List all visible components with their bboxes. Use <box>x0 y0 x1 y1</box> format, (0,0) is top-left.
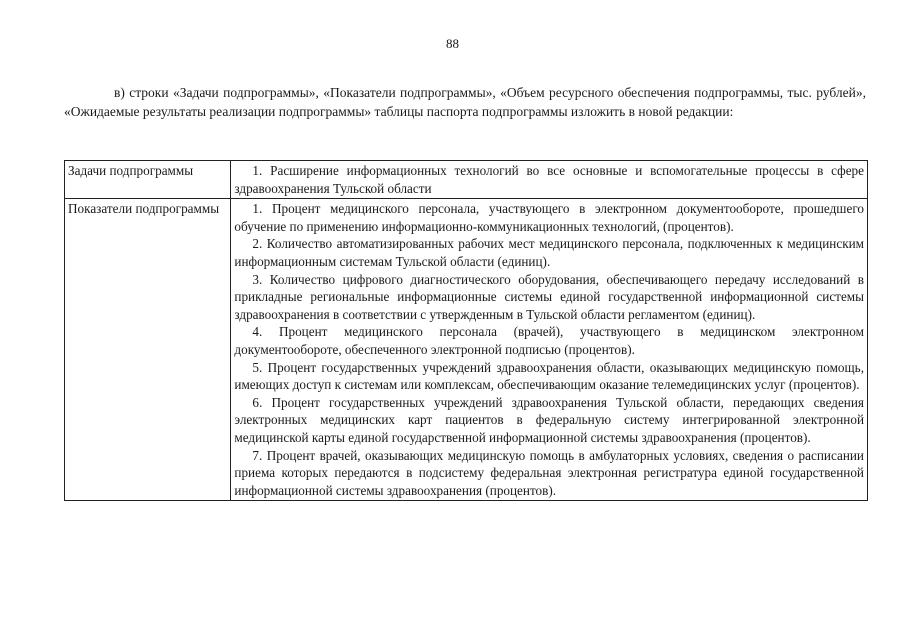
indicator-item-7: 7. Процент врачей, оказывающих медицинскую помощь в амбулаторных условиях, сведения о расписании приема которых передаются в подсистему федеральная электронная регистратура единой государственной информационной системы здравоохранения (процентов). <box>234 447 864 498</box>
passport-table <box>64 160 868 501</box>
row-label-indicators: Показатели подпрограммы <box>65 199 231 501</box>
row-content-indicators <box>231 199 868 501</box>
row-content-tasks <box>231 161 868 199</box>
indicator-item-2: 2. Количество автоматизированных рабочих мест медицинского персонала, подключенных к медицинским информационным системам Тульской области (единиц). <box>234 236 864 269</box>
indicator-item-5: 5. Процент государственных учреждений здравоохранения области, оказывающих медицинскую помощь, имеющих доступ к системам или комплексам, обеспечивающим оказание телемедицинских услуг (процентов). <box>234 359 864 393</box>
task-item-1: 1. Расширение информационных технологий во все основные и вспомогательные процессы в сфере здравоохранения Тульской области <box>234 163 864 196</box>
indicator-item-4: 4. Процент медицинского персонала (врачей), участвующего в медицинском электронном документообороте, обеспеченного электронной подписью (процентов). <box>234 324 864 357</box>
intro-paragraph <box>64 84 866 121</box>
page-number: 88 <box>446 36 459 51</box>
intro-text: в) строки «Задачи подпрограммы», «Показатели подпрограммы», «Объем ресурсного обеспечения подпрограммы, тыс. рублей», «Ожидаемые результаты реализации подпрограммы» таблицы паспорта подпрограммы изложить в новой редакции: <box>64 85 866 119</box>
indicator-item-6: 6. Процент государственных учреждений здравоохранения Тульской области, передающих сведения электронных медицинских карт пациентов в федеральную систему интегрированной электронной медицинской карты единой государственной информационной системы здравоохранения (процентов). <box>234 394 864 445</box>
table-row-indicators <box>65 199 868 501</box>
row-label-tasks: Задачи подпрограммы <box>65 161 231 199</box>
table-row-tasks <box>65 161 868 199</box>
indicator-item-3: 3. Количество цифрового диагностического оборудования, обеспечивающего передачу исследований в прикладные региональные информационные системы единой государственной информационной системы здравоохранения в соответствии с утвержденным в Тульской области регламентом (единиц). <box>234 271 864 322</box>
indicator-item-1: 1. Процент медицинского персонала, участвующего в электронном документообороте, прошедшего обучение по применению информационно-коммуникационных технологий, (процентов). <box>234 201 864 234</box>
